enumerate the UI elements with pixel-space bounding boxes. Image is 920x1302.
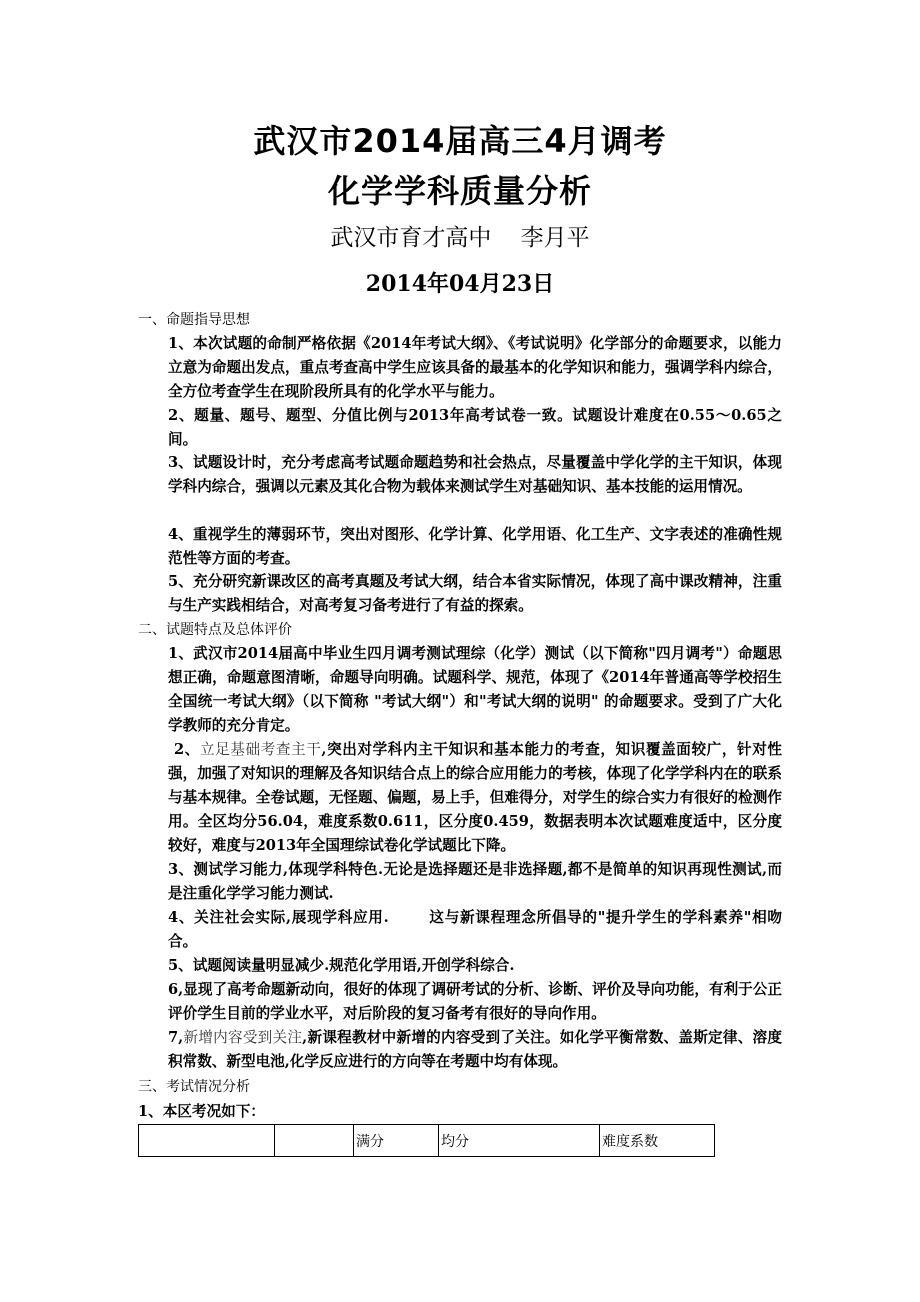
- exam-stats-table: [138, 1124, 715, 1157]
- section2-heading: 二、试题特点及总体评价: [138, 622, 292, 638]
- section3-heading: 三、考试情况分析: [138, 1079, 250, 1095]
- section2-item-7: [168, 1026, 782, 1074]
- section2-item-6: 6,显现了高考命题新动向，很好的体现了调研考试的分析、诊断、评价及导向功能，有利于公正评价学生目前的学业水平，对后阶段的复习备考有很好的导向作用。: [168, 981, 782, 1022]
- section2-item-4: [168, 906, 782, 954]
- section2-item-4-text: 这与新课程理念所倡导的"提升学生的学科素养"相吻合。: [168, 909, 782, 950]
- table-header-average: 均分: [439, 1125, 600, 1157]
- section2-item-3: 3、测试学习能力,体现学科特色.无论是选择题还是非选择题,都不是简单的知识再现性测试,而是注重化学学习能力测试.: [168, 861, 782, 902]
- document-date: 2014年04月23日: [365, 271, 555, 297]
- section1-heading: 一、命题指导思想: [138, 312, 250, 328]
- section2-item-7-number: 7,: [168, 1029, 184, 1046]
- section2-item-2-number: 2、: [174, 741, 200, 758]
- section1-item-2: 2、题量、题号、题型、分值比例与2013年高考试卷一致。试题设计难度在0.55～0.65之间。: [168, 407, 782, 448]
- section1-item-3: 3、试题设计时，充分考虑高考试题命题趋势和社会热点，尽量覆盖中学化学的主干知识，体现学科内综合，强调以元素及其化合物为载体来测试学生对基础知识、基本技能的运用情况。: [168, 454, 782, 495]
- author-line: 武汉市育才高中 李月平: [330, 225, 590, 251]
- table-header-full-score: 满分: [354, 1125, 439, 1157]
- section2-item-7-text: ,新课程教材中新增的内容受到了关注。如化学平衡常数、盖斯定律、溶度积常数、新型电池,化学反应进行的方向等在考题中均有体现。: [168, 1029, 782, 1070]
- table-header-difficulty: 难度系数: [600, 1125, 715, 1157]
- document-title-line2: 化学学科质量分析: [327, 172, 592, 210]
- section1-item-4: 4、重视学生的薄弱环节，突出对图形、化学计算、化学用语、化工生产、文字表述的准确性规范性等方面的考查。: [168, 526, 782, 567]
- section2-item-5: 5、试题阅读量明显减少.规范化学用语,开创学科综合.: [168, 957, 515, 974]
- table-header-cell: [275, 1125, 354, 1157]
- table-row: [139, 1125, 715, 1157]
- table-header-cell: [139, 1125, 275, 1157]
- section1-item-5: 5、充分研究新课改区的高考真题及考试大纲，结合本省实际情况，体现了高中课改精神，注重与生产实践相结合，对高考复习备考进行了有益的探索。: [168, 573, 782, 614]
- section2-item-1: 1、武汉市2014届高中毕业生四月调考测试理综（化学）测试（以下简称"四月调考"）命题思想正确，命题意图清晰，命题导向明确。试题科学、规范，体现了《2014年普通高等学校招生全国统一考试大纲》（以下简称 "考试大纲"）和"考试大纲的说明" 的命题要求。受到了广大化学教师的充分肯定。: [168, 645, 782, 734]
- section2-item-2: [168, 738, 782, 858]
- section3-subheading: 1、本区考况如下：: [138, 1103, 265, 1120]
- section2-item-4-lead: 4、关注社会实际,展现学科应用.: [168, 909, 389, 926]
- section2-item-2-highlight: 立足基础考查主干: [199, 741, 322, 758]
- section2-item-7-highlight: 新增内容受到关注: [183, 1029, 303, 1046]
- section1-item-1: 1、本次试题的命制严格依据《2014年考试大纲》、《考试说明》化学部分的命题要求，以能力立意为命题出发点，重点考查高中学生应该具备的最基本的化学知识和能力，强调学科内综合，全方位考查学生在现阶段所具有的化学水平与能力。: [168, 335, 782, 400]
- section2-item-2-text: ,突出对学科内主干知识和基本能力的考查，知识覆盖面较广，针对性强，加强了对知识的理解及各知识结合点上的综合应用能力的考核，体现了化学学科内在的联系与基本规律。全卷试题，无怪题、偏题，易上手，但难得分，对学生的综合实力有很好的检测作用。全区均分56.04，难度系数0.611，区分度0.459，数据表明本次试题难度适中，区分度较好，难度与2013年全国理综试卷化学试题比下降。: [168, 741, 782, 854]
- document-title-line1: 武汉市2014届高三4月调考: [253, 122, 667, 160]
